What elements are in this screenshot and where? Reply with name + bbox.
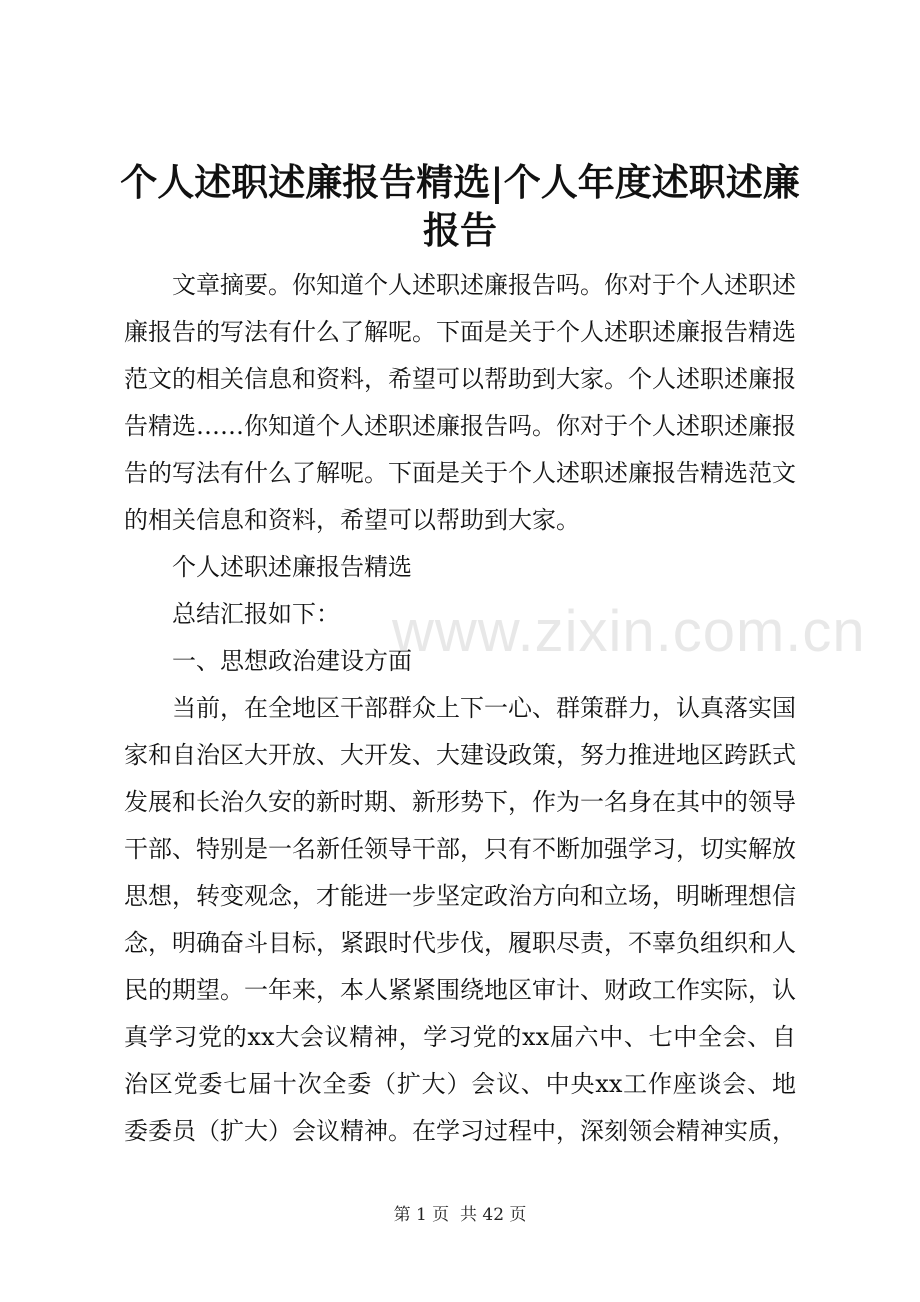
watermark: www.zixin.com.cn (392, 599, 866, 664)
document-body (124, 262, 796, 1155)
subsection-heading: 一、思想政治建设方面 (172, 647, 412, 675)
section-heading: 个人述职述廉报告精选 (172, 553, 412, 581)
document-title: 个人述职述廉报告精选|个人年度述职述廉报告 (120, 160, 800, 252)
page-footer: 第 1 页 共 42 页 (393, 1205, 527, 1225)
summary-intro: 总结汇报如下： (172, 600, 340, 628)
body-paragraph: 当前，在全地区干部群众上下一心、群策群力，认真落实国家和自治区大开放、大开发、大建设政策，努力推进地区跨跃式发展和长治久安的新时期、新形势下，作为一名身在其中的领导干部、特别是一名新任领导干部，只有不断加强学习，切实解放思想，转变观念，才能进一步坚定政治方向和立场，明晰理想信念，明确奋斗目标，紧跟时代步伐，履职尽责，不辜负组织和人民的期望。一年来，本人紧紧围绕地区审计、财政工作实际，认真学习党的xx大会议精神，学习党的xx届六中、七中全会、自治区党委七届十次全委（扩大）会议、中央xx工作座谈会、地委委员（扩大）会议精神。在学习过程中，深刻领会精神实质， (124, 694, 796, 1145)
abstract-paragraph: 文章摘要。你知道个人述职述廉报告吗。你对于个人述职述廉报告的写法有什么了解呢。下面是关于个人述职述廉报告精选范文的相关信息和资料，希望可以帮助到大家。个人述职述廉报告精选……你知道个人述职述廉报告吗。你对于个人述职述廉报告的写法有什么了解呢。下面是关于个人述职述廉报告精选范文的相关信息和资料，希望可以帮助到大家。 (124, 271, 796, 534)
